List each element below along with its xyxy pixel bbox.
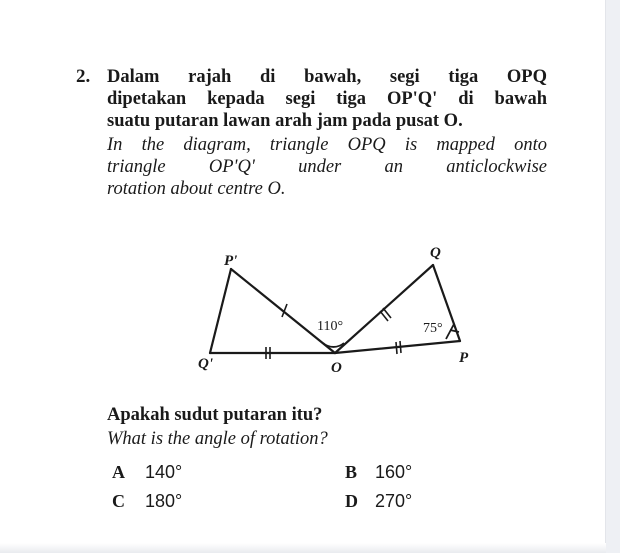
option-d-letter: D xyxy=(345,491,358,511)
rotation-diagram xyxy=(180,240,480,390)
angle-mark-p xyxy=(450,330,459,332)
english-line-1: In the diagram, triangle OPQ is mapped onto xyxy=(107,135,547,155)
malay-line-1: Dalam rajah di bawah, segi tiga OPQ xyxy=(107,67,547,87)
tick-mark xyxy=(396,342,397,354)
option-b-value: 160° xyxy=(375,462,413,482)
english-line-3: rotation about centre O. xyxy=(107,179,286,199)
label-o: O xyxy=(331,360,342,376)
label-angle-p: 75° xyxy=(423,321,443,336)
prompt-english: What is the angle of rotation? xyxy=(107,429,328,449)
tick-mark xyxy=(400,341,401,353)
option-a-value: 140° xyxy=(145,462,183,482)
label-angle-o: 110° xyxy=(317,319,344,334)
malay-line-3: suatu putaran lawan arah jam pada pusat O. xyxy=(107,111,463,131)
label-q: Q xyxy=(430,245,441,261)
option-c-letter: C xyxy=(112,491,125,511)
question-number: 2. xyxy=(76,66,91,87)
side-pprime-o xyxy=(231,269,335,353)
label-p: P xyxy=(459,350,469,366)
label-p-prime: P' xyxy=(224,253,238,269)
prompt-malay: Apakah sudut putaran itu? xyxy=(107,405,323,425)
page-side-strip xyxy=(605,0,620,553)
page-bottom-edge xyxy=(0,543,606,553)
option-c-value: 180° xyxy=(145,491,183,511)
side-pprime-qprime xyxy=(210,269,231,353)
malay-line-2: dipetakan kepada segi tiga OP'Q' di bawah xyxy=(107,89,547,109)
option-b-letter: B xyxy=(345,462,358,482)
label-q-prime: Q' xyxy=(198,356,213,372)
option-d-value: 270° xyxy=(375,491,413,511)
option-a-letter: A xyxy=(112,462,125,482)
english-line-2: triangle OP'Q' under an anticlockwise xyxy=(107,157,547,177)
